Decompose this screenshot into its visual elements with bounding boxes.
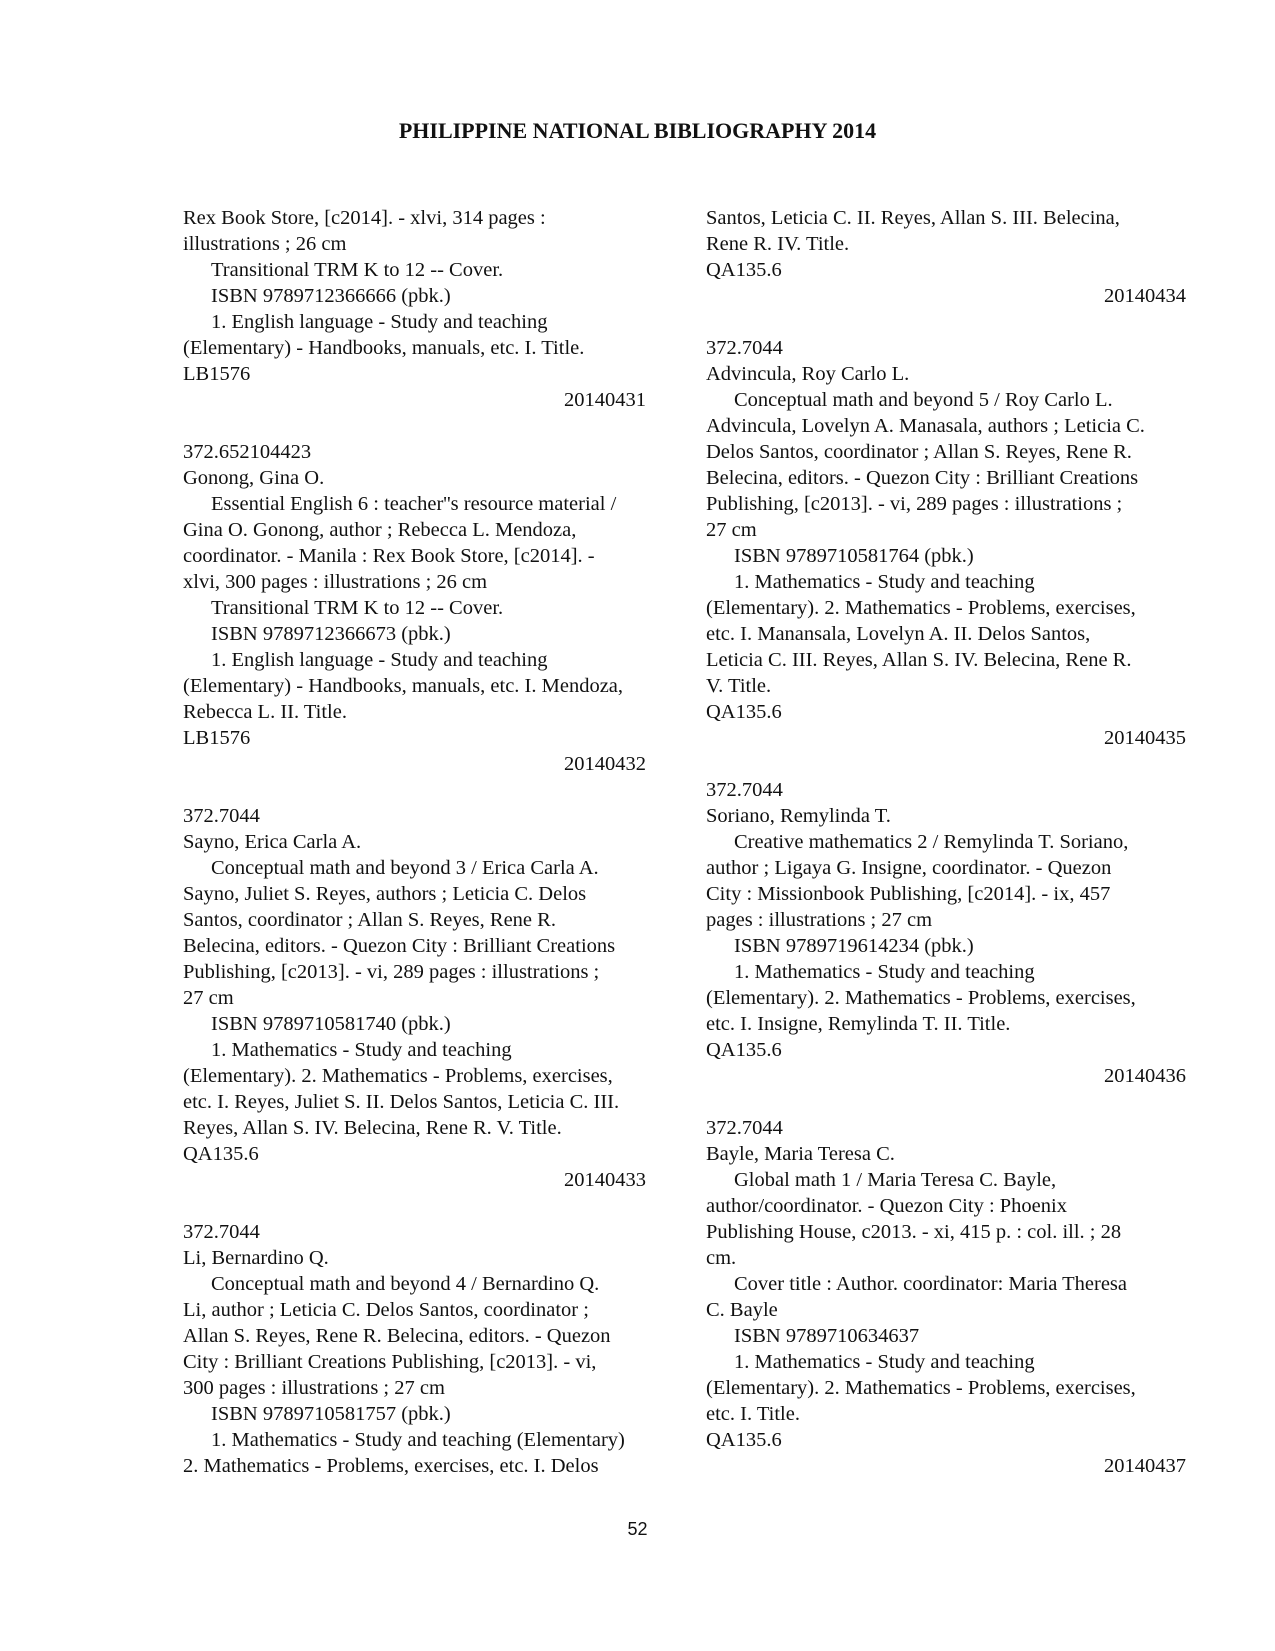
isbn: ISBN 9789710581740 (pbk.) (211, 1013, 451, 1035)
note-line: Transitional TRM K to 12 -- Cover. (211, 259, 504, 281)
call-number: QA135.6 (183, 1143, 259, 1165)
classification-number: 372.652104423 (183, 441, 312, 463)
title-line: coordinator. - Manila : Rex Book Store, [c2014]. - (183, 545, 595, 567)
subject-line: 1. English language - Study and teaching (211, 649, 548, 671)
isbn: ISBN 9789710634637 (734, 1325, 920, 1347)
title-line: City : Missionbook Publishing, [c2014]. - ix, 457 (706, 883, 1111, 905)
title-line: 27 cm (706, 519, 757, 541)
title-line: author/coordinator. - Quezon City : Phoenix (706, 1195, 1067, 1217)
accession-number: 20140434 (1104, 285, 1186, 307)
title-line: Sayno, Juliet S. Reyes, authors ; Leticia C. Delos (183, 883, 587, 905)
classification-number: 372.7044 (706, 1117, 783, 1139)
accession-number: 20140432 (564, 753, 646, 775)
bibliographic-entry (706, 1115, 1198, 1479)
title-line: cm. (706, 1247, 737, 1269)
subject-line: 1. Mathematics - Study and teaching (734, 1351, 1035, 1373)
bibliographic-entry (706, 205, 1198, 309)
subject-line: (Elementary). 2. Mathematics - Problems, exercises, (706, 1377, 1136, 1399)
isbn: ISBN 9789719614234 (pbk.) (734, 935, 974, 957)
bibliographic-entry (183, 803, 658, 1193)
title-line: Delos Santos, coordinator ; Allan S. Reyes, Rene R. (706, 441, 1132, 463)
accession-number: 20140436 (1104, 1065, 1186, 1087)
note-line: Cover title : Author. coordinator: Maria Theresa (734, 1273, 1128, 1295)
bibliographic-entry (183, 439, 658, 777)
bibliographic-entry (183, 1219, 658, 1479)
subject-line: 1. Mathematics - Study and teaching (734, 571, 1035, 593)
title-line: Conceptual math and beyond 3 / Erica Carla A. (211, 857, 599, 879)
title-line: pages : illustrations ; 27 cm (706, 909, 933, 931)
page-number: 52 (627, 1519, 648, 1539)
subject-line: Santos, Leticia C. II. Reyes, Allan S. III. Belecina, (706, 207, 1120, 229)
subject-line: (Elementary). 2. Mathematics - Problems, exercises, (706, 987, 1136, 1009)
author-heading: Advincula, Roy Carlo L. (706, 363, 910, 385)
note-line: Transitional TRM K to 12 -- Cover. (211, 597, 504, 619)
title-line: City : Brilliant Creations Publishing, [c2013]. - vi, (183, 1351, 597, 1373)
subject-line: (Elementary) - Handbooks, manuals, etc. I. Mendoza, (183, 675, 624, 697)
right-column (706, 205, 1198, 1505)
page-title: PHILIPPINE NATIONAL BIBLIOGRAPHY 2014 (398, 118, 877, 143)
classification-number: 372.7044 (706, 337, 783, 359)
title-line: xlvi, 300 pages : illustrations ; 26 cm (183, 571, 488, 593)
subject-line: 1. English language - Study and teaching (211, 311, 548, 333)
isbn: ISBN 9789712366666 (pbk.) (211, 285, 451, 307)
publication-line: Rex Book Store, [c2014]. - xlvi, 314 pages : (183, 207, 546, 229)
subject-line: etc. I. Manansala, Lovelyn A. II. Delos Santos, (706, 623, 1091, 645)
subject-line: etc. I. Title. (706, 1403, 800, 1425)
title-line: Conceptual math and beyond 4 / Bernardino Q. (211, 1273, 600, 1295)
subject-line: etc. I. Reyes, Juliet S. II. Delos Santos, Leticia C. III. (183, 1091, 620, 1113)
title-line: Publishing, [c2013]. - vi, 289 pages : illustrations ; (183, 961, 600, 983)
title-line: Conceptual math and beyond 5 / Roy Carlo L. (734, 389, 1113, 411)
left-column (183, 205, 658, 1505)
subject-line: Rebecca L. II. Title. (183, 701, 347, 723)
isbn: ISBN 9789712366673 (pbk.) (211, 623, 451, 645)
note-line: C. Bayle (706, 1299, 778, 1321)
subject-line: Leticia C. III. Reyes, Allan S. IV. Belecina, Rene R. (706, 649, 1132, 671)
title-line: Publishing House, c2013. - xi, 415 p. : col. ill. ; 28 (706, 1221, 1122, 1243)
isbn: ISBN 9789710581764 (pbk.) (734, 545, 974, 567)
call-number: LB1576 (183, 363, 251, 385)
classification-number: 372.7044 (183, 1221, 260, 1243)
title-line: Essential English 6 : teacher''s resource material / (211, 493, 617, 515)
bibliographic-entry (706, 777, 1198, 1089)
author-heading: Gonong, Gina O. (183, 467, 325, 489)
call-number: QA135.6 (706, 1429, 782, 1451)
accession-number: 20140433 (564, 1169, 646, 1191)
title-line: Allan S. Reyes, Rene R. Belecina, editors. - Quezon (183, 1325, 611, 1347)
title-line: Publishing, [c2013]. - vi, 289 pages : illustrations ; (706, 493, 1123, 515)
title-line: 27 cm (183, 987, 234, 1009)
author-heading: Li, Bernardino Q. (183, 1247, 329, 1269)
title-line: Advincula, Lovelyn A. Manasala, authors ; Leticia C. (706, 415, 1145, 437)
bibliographic-entry (183, 205, 658, 413)
call-number: QA135.6 (706, 701, 782, 723)
call-number: QA135.6 (706, 1039, 782, 1061)
bibliographic-entry (706, 335, 1198, 751)
subject-line: V. Title. (706, 675, 772, 697)
subject-line: 2. Mathematics - Problems, exercises, etc. I. Delos (183, 1455, 599, 1477)
title-line: Li, author ; Leticia C. Delos Santos, coordinator ; (183, 1299, 589, 1321)
title-line: 300 pages : illustrations ; 27 cm (183, 1377, 445, 1399)
classification-number: 372.7044 (706, 779, 783, 801)
subject-line: 1. Mathematics - Study and teaching (Elementary) (211, 1429, 625, 1451)
call-number: QA135.6 (706, 259, 782, 281)
subject-line: etc. I. Insigne, Remylinda T. II. Title. (706, 1013, 1011, 1035)
title-line: Belecina, editors. - Quezon City : Brilliant Creations (183, 935, 616, 957)
publication-line: illustrations ; 26 cm (183, 233, 347, 255)
subject-line: (Elementary) - Handbooks, manuals, etc. I. Title. (183, 337, 585, 359)
classification-number: 372.7044 (183, 805, 260, 827)
title-line: author ; Ligaya G. Insigne, coordinator. - Quezon (706, 857, 1112, 879)
subject-line: Rene R. IV. Title. (706, 233, 850, 255)
title-line: Gina O. Gonong, author ; Rebecca L. Mendoza, (183, 519, 577, 541)
title-line: Belecina, editors. - Quezon City : Brilliant Creations (706, 467, 1139, 489)
author-heading: Bayle, Maria Teresa C. (706, 1143, 895, 1165)
subject-line: (Elementary). 2. Mathematics - Problems, exercises, (706, 597, 1136, 619)
title-line: Creative mathematics 2 / Remylinda T. Soriano, (734, 831, 1129, 853)
accession-number: 20140431 (564, 389, 646, 411)
subject-line: 1. Mathematics - Study and teaching (211, 1039, 512, 1061)
subject-line: (Elementary). 2. Mathematics - Problems, exercises, (183, 1065, 613, 1087)
subject-line: Reyes, Allan S. IV. Belecina, Rene R. V. Title. (183, 1117, 562, 1139)
title-line: Global math 1 / Maria Teresa C. Bayle, (734, 1169, 1057, 1191)
author-heading: Soriano, Remylinda T. (706, 805, 891, 827)
title-line: Santos, coordinator ; Allan S. Reyes, Rene R. (183, 909, 556, 931)
call-number: LB1576 (183, 727, 251, 749)
accession-number: 20140435 (1104, 727, 1186, 749)
subject-line: 1. Mathematics - Study and teaching (734, 961, 1035, 983)
isbn: ISBN 9789710581757 (pbk.) (211, 1403, 451, 1425)
accession-number: 20140437 (1104, 1455, 1186, 1477)
author-heading: Sayno, Erica Carla A. (183, 831, 362, 853)
